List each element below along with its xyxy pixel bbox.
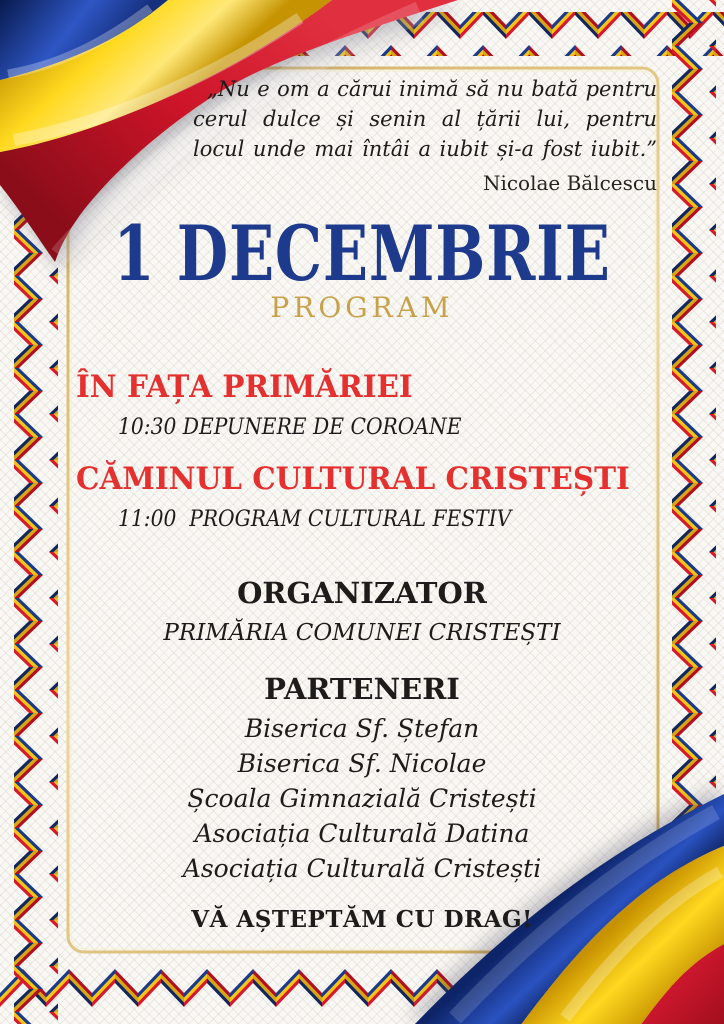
event-entry-coroane: 10:30 DEPUNERE DE COROANE xyxy=(118,415,462,440)
poster-title: 1 DECEMBRIE xyxy=(113,209,611,298)
event-venue-camin-cultural: CĂMINUL CULTURAL CRISTEȘTI xyxy=(76,461,630,497)
event-entry-program-festiv: 11:00 PROGRAM CULTURAL FESTIV xyxy=(118,507,512,532)
poster-subtitle: PROGRAM xyxy=(270,291,454,324)
partners-heading: PARTENERI xyxy=(264,672,460,706)
quote-line: cerul dulce și senin al țării lui, pentru xyxy=(193,107,657,131)
event-venue-primarie: ÎN FAȚA PRIMĂRIEI xyxy=(76,369,413,405)
partner-item: Biserica Sf. Ștefan xyxy=(244,714,480,743)
partner-item: Asociația Culturală Datina xyxy=(194,819,530,848)
quote-line: „Nu e om a cărui inimă să nu bată pentru xyxy=(207,77,657,101)
partners-list xyxy=(0,711,724,886)
closing-message: VĂ AȘTEPTĂM CU DRAG! xyxy=(191,906,533,933)
partner-item: Școala Gimnazială Cristești xyxy=(187,784,537,813)
partner-item: Biserica Sf. Nicolae xyxy=(237,749,487,778)
organizer-heading: ORGANIZATOR xyxy=(237,576,487,610)
quote-block xyxy=(193,74,657,198)
quote-line: locul unde mai întâi a iubit și-a fost iubit.” xyxy=(193,137,657,161)
organizer-name: PRIMĂRIA COMUNEI CRISTEȘTI xyxy=(163,620,561,646)
quote-author: Nicolae Bălcescu xyxy=(482,171,657,195)
partner-item: Asociația Culturală Cristești xyxy=(182,854,542,883)
